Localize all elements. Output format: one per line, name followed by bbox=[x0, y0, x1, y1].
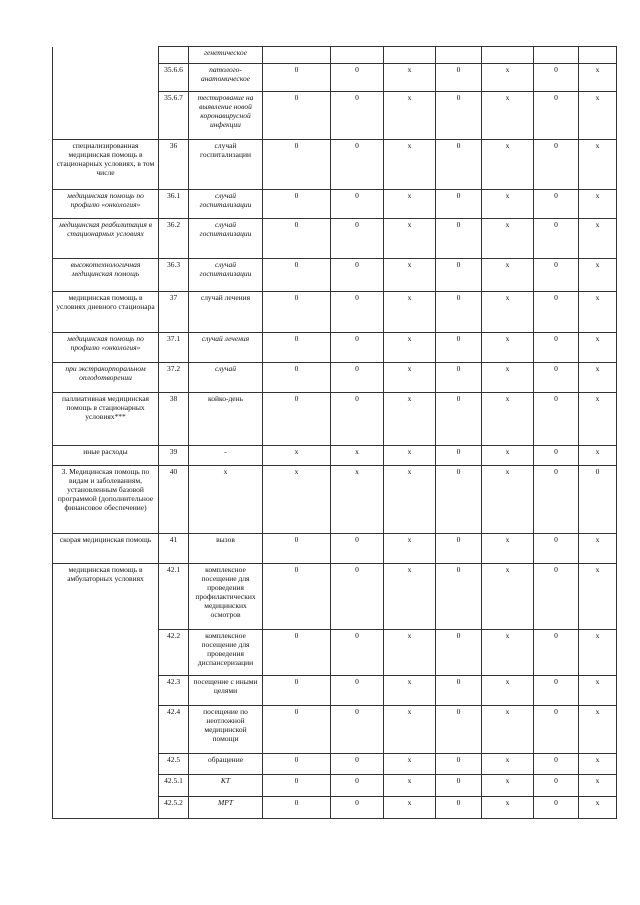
value-cell: 0 bbox=[263, 333, 331, 363]
value-cell: 0 bbox=[436, 564, 482, 630]
row-number: 42.4 bbox=[159, 706, 189, 754]
value-cell: 0 bbox=[534, 393, 579, 446]
value-cell: 0 bbox=[263, 797, 331, 819]
value-cell: х bbox=[482, 292, 534, 333]
value-cell: 0 bbox=[263, 219, 331, 259]
value-cell: 0 bbox=[331, 64, 384, 92]
value-cell: х bbox=[384, 446, 436, 466]
value-cell: 0 bbox=[534, 92, 579, 140]
value-cell: 0 bbox=[436, 333, 482, 363]
row-label bbox=[53, 92, 159, 140]
value-cell: 0 bbox=[534, 190, 579, 219]
row-unit: патолого-анатомическое bbox=[189, 64, 263, 92]
value-cell: х bbox=[482, 706, 534, 754]
value-cell: 0 bbox=[263, 363, 331, 393]
row-unit: вызов bbox=[189, 534, 263, 564]
value-cell: х bbox=[579, 190, 617, 219]
value-cell: 0 bbox=[263, 775, 331, 797]
table-row bbox=[53, 292, 617, 333]
value-cell: 0 bbox=[331, 219, 384, 259]
value-cell: х bbox=[579, 446, 617, 466]
table-row bbox=[53, 564, 617, 630]
value-cell: х bbox=[482, 754, 534, 775]
row-number: 37.2 bbox=[159, 363, 189, 393]
value-cell: 0 bbox=[534, 446, 579, 466]
value-cell: 0 bbox=[436, 219, 482, 259]
value-cell: 0 bbox=[263, 92, 331, 140]
value-cell: х bbox=[384, 706, 436, 754]
value-cell: х bbox=[482, 775, 534, 797]
table-row bbox=[53, 333, 617, 363]
value-cell bbox=[384, 47, 436, 64]
value-cell: 0 bbox=[534, 630, 579, 676]
value-cell: 0 bbox=[436, 92, 482, 140]
row-unit: случай лечения bbox=[189, 292, 263, 333]
row-label: медицинская помощь в условиях дневного стационара bbox=[53, 292, 159, 333]
value-cell: 0 bbox=[534, 259, 579, 292]
row-unit: посещение с иными целями bbox=[189, 676, 263, 706]
row-label: скорая медицинская помощь bbox=[53, 534, 159, 564]
value-cell: 0 bbox=[331, 630, 384, 676]
row-unit: комплексное посещение для проведения профилактических медицинских осмотров bbox=[189, 564, 263, 630]
row-number: 42.5.1 bbox=[159, 775, 189, 797]
value-cell: 0 bbox=[534, 292, 579, 333]
value-cell: х bbox=[384, 92, 436, 140]
row-unit: х bbox=[189, 466, 263, 534]
value-cell: х bbox=[579, 64, 617, 92]
row-number: 42.3 bbox=[159, 676, 189, 706]
value-cell: х bbox=[579, 363, 617, 393]
value-cell: 0 bbox=[263, 534, 331, 564]
row-unit: МРТ bbox=[189, 797, 263, 819]
value-cell: х bbox=[482, 797, 534, 819]
value-cell: х bbox=[331, 466, 384, 534]
table-row bbox=[53, 190, 617, 219]
table-row bbox=[53, 363, 617, 393]
value-cell: х bbox=[482, 630, 534, 676]
value-cell: 0 bbox=[263, 393, 331, 446]
value-cell: 0 bbox=[534, 466, 579, 534]
value-cell: 0 bbox=[331, 534, 384, 564]
value-cell: 0 bbox=[436, 259, 482, 292]
value-cell: 0 bbox=[436, 190, 482, 219]
row-number: 42.5 bbox=[159, 754, 189, 775]
value-cell bbox=[579, 47, 617, 64]
value-cell: 0 bbox=[331, 564, 384, 630]
value-cell bbox=[263, 47, 331, 64]
table-row bbox=[53, 393, 617, 446]
row-unit: случай госпитализации bbox=[189, 190, 263, 219]
value-cell: 0 bbox=[331, 363, 384, 393]
value-cell: 0 bbox=[534, 534, 579, 564]
value-cell: 0 bbox=[436, 534, 482, 564]
value-cell: х bbox=[482, 446, 534, 466]
value-cell: х bbox=[579, 797, 617, 819]
value-cell: х bbox=[482, 363, 534, 393]
value-cell: 0 bbox=[331, 754, 384, 775]
table-row bbox=[53, 259, 617, 292]
value-cell: х bbox=[579, 534, 617, 564]
value-cell: х bbox=[579, 259, 617, 292]
value-cell: 0 bbox=[263, 292, 331, 333]
row-unit: случай госпитализации bbox=[189, 140, 263, 190]
row-number: 35.6.6 bbox=[159, 64, 189, 92]
row-number: 37.1 bbox=[159, 333, 189, 363]
row-label: медицинская помощь по профилю «онкология» bbox=[53, 190, 159, 219]
row-number: 36.1 bbox=[159, 190, 189, 219]
value-cell: х bbox=[384, 630, 436, 676]
value-cell: 0 bbox=[534, 564, 579, 630]
value-cell: 0 bbox=[436, 466, 482, 534]
table-row bbox=[53, 47, 617, 64]
row-number: 36.2 bbox=[159, 219, 189, 259]
row-unit: койко-день bbox=[189, 393, 263, 446]
value-cell: 0 bbox=[263, 676, 331, 706]
value-cell: х bbox=[482, 190, 534, 219]
value-cell: 0 bbox=[436, 363, 482, 393]
value-cell: 0 bbox=[436, 630, 482, 676]
value-cell: х bbox=[579, 333, 617, 363]
value-cell: 0 bbox=[331, 393, 384, 446]
value-cell: 0 bbox=[331, 797, 384, 819]
value-cell: 0 bbox=[534, 64, 579, 92]
value-cell: 0 bbox=[331, 140, 384, 190]
value-cell: х bbox=[384, 140, 436, 190]
value-cell: 0 bbox=[436, 393, 482, 446]
value-cell: 0 bbox=[436, 775, 482, 797]
row-label bbox=[53, 64, 159, 92]
value-cell: 0 bbox=[534, 706, 579, 754]
value-cell: х bbox=[482, 92, 534, 140]
value-cell: 0 bbox=[436, 797, 482, 819]
row-unit: случай лечения bbox=[189, 333, 263, 363]
value-cell: х bbox=[482, 534, 534, 564]
row-label: медицинская помощь в амбулаторных условиях bbox=[53, 564, 159, 819]
value-cell: х bbox=[384, 363, 436, 393]
table-row bbox=[53, 534, 617, 564]
value-cell: х bbox=[579, 292, 617, 333]
value-cell: х bbox=[384, 466, 436, 534]
value-cell: 0 bbox=[436, 446, 482, 466]
value-cell: 0 bbox=[263, 190, 331, 219]
value-cell: 0 bbox=[263, 64, 331, 92]
row-number: 40 bbox=[159, 466, 189, 534]
value-cell: 0 bbox=[534, 363, 579, 393]
data-table bbox=[52, 46, 617, 819]
table-row bbox=[53, 446, 617, 466]
row-label: иные расходы bbox=[53, 446, 159, 466]
row-unit: тестирование на выявление новой коронавирусной инфекции bbox=[189, 92, 263, 140]
value-cell: х bbox=[331, 446, 384, 466]
value-cell: 0 bbox=[331, 775, 384, 797]
value-cell: х bbox=[384, 333, 436, 363]
row-unit: генетическое bbox=[189, 47, 263, 64]
value-cell: 0 bbox=[534, 754, 579, 775]
value-cell: х bbox=[384, 797, 436, 819]
value-cell: х bbox=[579, 676, 617, 706]
value-cell: х bbox=[384, 190, 436, 219]
row-number: 39 bbox=[159, 446, 189, 466]
value-cell bbox=[534, 47, 579, 64]
table-row bbox=[53, 92, 617, 140]
value-cell: х bbox=[482, 564, 534, 630]
value-cell: х bbox=[482, 259, 534, 292]
value-cell: х bbox=[384, 775, 436, 797]
row-number: 41 bbox=[159, 534, 189, 564]
value-cell: 0 bbox=[331, 706, 384, 754]
value-cell: х bbox=[579, 219, 617, 259]
row-label: специализированная медицинская помощь в стационарных условиях, в том числе bbox=[53, 140, 159, 190]
table-row bbox=[53, 64, 617, 92]
row-unit: случай госпитализации bbox=[189, 219, 263, 259]
value-cell: х bbox=[482, 676, 534, 706]
value-cell: 0 bbox=[436, 292, 482, 333]
value-cell: 0 bbox=[436, 754, 482, 775]
row-label: высокотехнологичная медицинская помощь bbox=[53, 259, 159, 292]
row-unit: случай госпитализации bbox=[189, 259, 263, 292]
value-cell: 0 bbox=[436, 140, 482, 190]
value-cell: 0 bbox=[436, 64, 482, 92]
row-number: 38 bbox=[159, 393, 189, 446]
row-number: 36.3 bbox=[159, 259, 189, 292]
value-cell: 0 bbox=[263, 706, 331, 754]
value-cell: 0 bbox=[534, 797, 579, 819]
row-label: паллиативная медицинская помощь в стационарных условиях*** bbox=[53, 393, 159, 446]
value-cell: 0 bbox=[263, 140, 331, 190]
row-label: при экстракорпоральном оплодотворении bbox=[53, 363, 159, 393]
value-cell: х bbox=[384, 393, 436, 446]
value-cell: 0 bbox=[331, 676, 384, 706]
value-cell: 0 bbox=[534, 775, 579, 797]
value-cell bbox=[331, 47, 384, 64]
table-row bbox=[53, 466, 617, 534]
value-cell: х bbox=[579, 92, 617, 140]
row-unit: обращение bbox=[189, 754, 263, 775]
value-cell: 0 bbox=[331, 292, 384, 333]
value-cell: х bbox=[579, 630, 617, 676]
value-cell: х bbox=[384, 534, 436, 564]
value-cell: 0 bbox=[534, 676, 579, 706]
value-cell: 0 bbox=[436, 676, 482, 706]
table-body bbox=[53, 47, 617, 819]
value-cell: х bbox=[579, 393, 617, 446]
table-row bbox=[53, 219, 617, 259]
value-cell: х bbox=[482, 466, 534, 534]
value-cell: х bbox=[482, 219, 534, 259]
value-cell: х bbox=[263, 466, 331, 534]
value-cell: х bbox=[579, 140, 617, 190]
row-label: 3. Медицинская помощь по видам и заболеваниям, установленным базовой программой (дополнительное финансовое обеспечение) bbox=[53, 466, 159, 534]
value-cell: 0 bbox=[263, 630, 331, 676]
value-cell: 0 bbox=[534, 219, 579, 259]
row-label bbox=[53, 47, 159, 64]
value-cell: 0 bbox=[263, 259, 331, 292]
row-unit: посещение по неотложной медицинской помощи bbox=[189, 706, 263, 754]
value-cell: 0 bbox=[331, 259, 384, 292]
value-cell: х bbox=[384, 219, 436, 259]
row-unit: - bbox=[189, 446, 263, 466]
row-label: медицинская помощь по профилю «онкология» bbox=[53, 333, 159, 363]
value-cell: 0 bbox=[263, 754, 331, 775]
table-row bbox=[53, 140, 617, 190]
value-cell: х bbox=[263, 446, 331, 466]
row-unit: комплексное посещение для проведения диспансеризации bbox=[189, 630, 263, 676]
row-number bbox=[159, 47, 189, 64]
row-unit: случай bbox=[189, 363, 263, 393]
row-number: 42.1 bbox=[159, 564, 189, 630]
row-number: 42.2 bbox=[159, 630, 189, 676]
value-cell: 0 bbox=[436, 706, 482, 754]
value-cell: х bbox=[482, 393, 534, 446]
value-cell: 0 bbox=[579, 466, 617, 534]
value-cell: х bbox=[482, 64, 534, 92]
value-cell bbox=[482, 47, 534, 64]
value-cell bbox=[436, 47, 482, 64]
value-cell: х bbox=[384, 64, 436, 92]
value-cell: 0 bbox=[263, 564, 331, 630]
value-cell: х bbox=[384, 564, 436, 630]
value-cell: х bbox=[482, 140, 534, 190]
value-cell: 0 bbox=[331, 333, 384, 363]
row-number: 37 bbox=[159, 292, 189, 333]
value-cell: х bbox=[384, 292, 436, 333]
row-unit: КТ bbox=[189, 775, 263, 797]
value-cell: 0 bbox=[331, 92, 384, 140]
value-cell: х bbox=[384, 676, 436, 706]
row-number: 42.5.2 bbox=[159, 797, 189, 819]
value-cell: х bbox=[384, 754, 436, 775]
value-cell: х bbox=[482, 333, 534, 363]
value-cell: 0 bbox=[534, 140, 579, 190]
value-cell: х bbox=[579, 754, 617, 775]
row-number: 35.6.7 bbox=[159, 92, 189, 140]
value-cell: х bbox=[579, 564, 617, 630]
value-cell: 0 bbox=[331, 190, 384, 219]
row-number: 36 bbox=[159, 140, 189, 190]
value-cell: х bbox=[579, 775, 617, 797]
value-cell: 0 bbox=[534, 333, 579, 363]
value-cell: х bbox=[384, 259, 436, 292]
value-cell: х bbox=[579, 706, 617, 754]
row-label: медицинская реабилитация в стационарных условиях bbox=[53, 219, 159, 259]
